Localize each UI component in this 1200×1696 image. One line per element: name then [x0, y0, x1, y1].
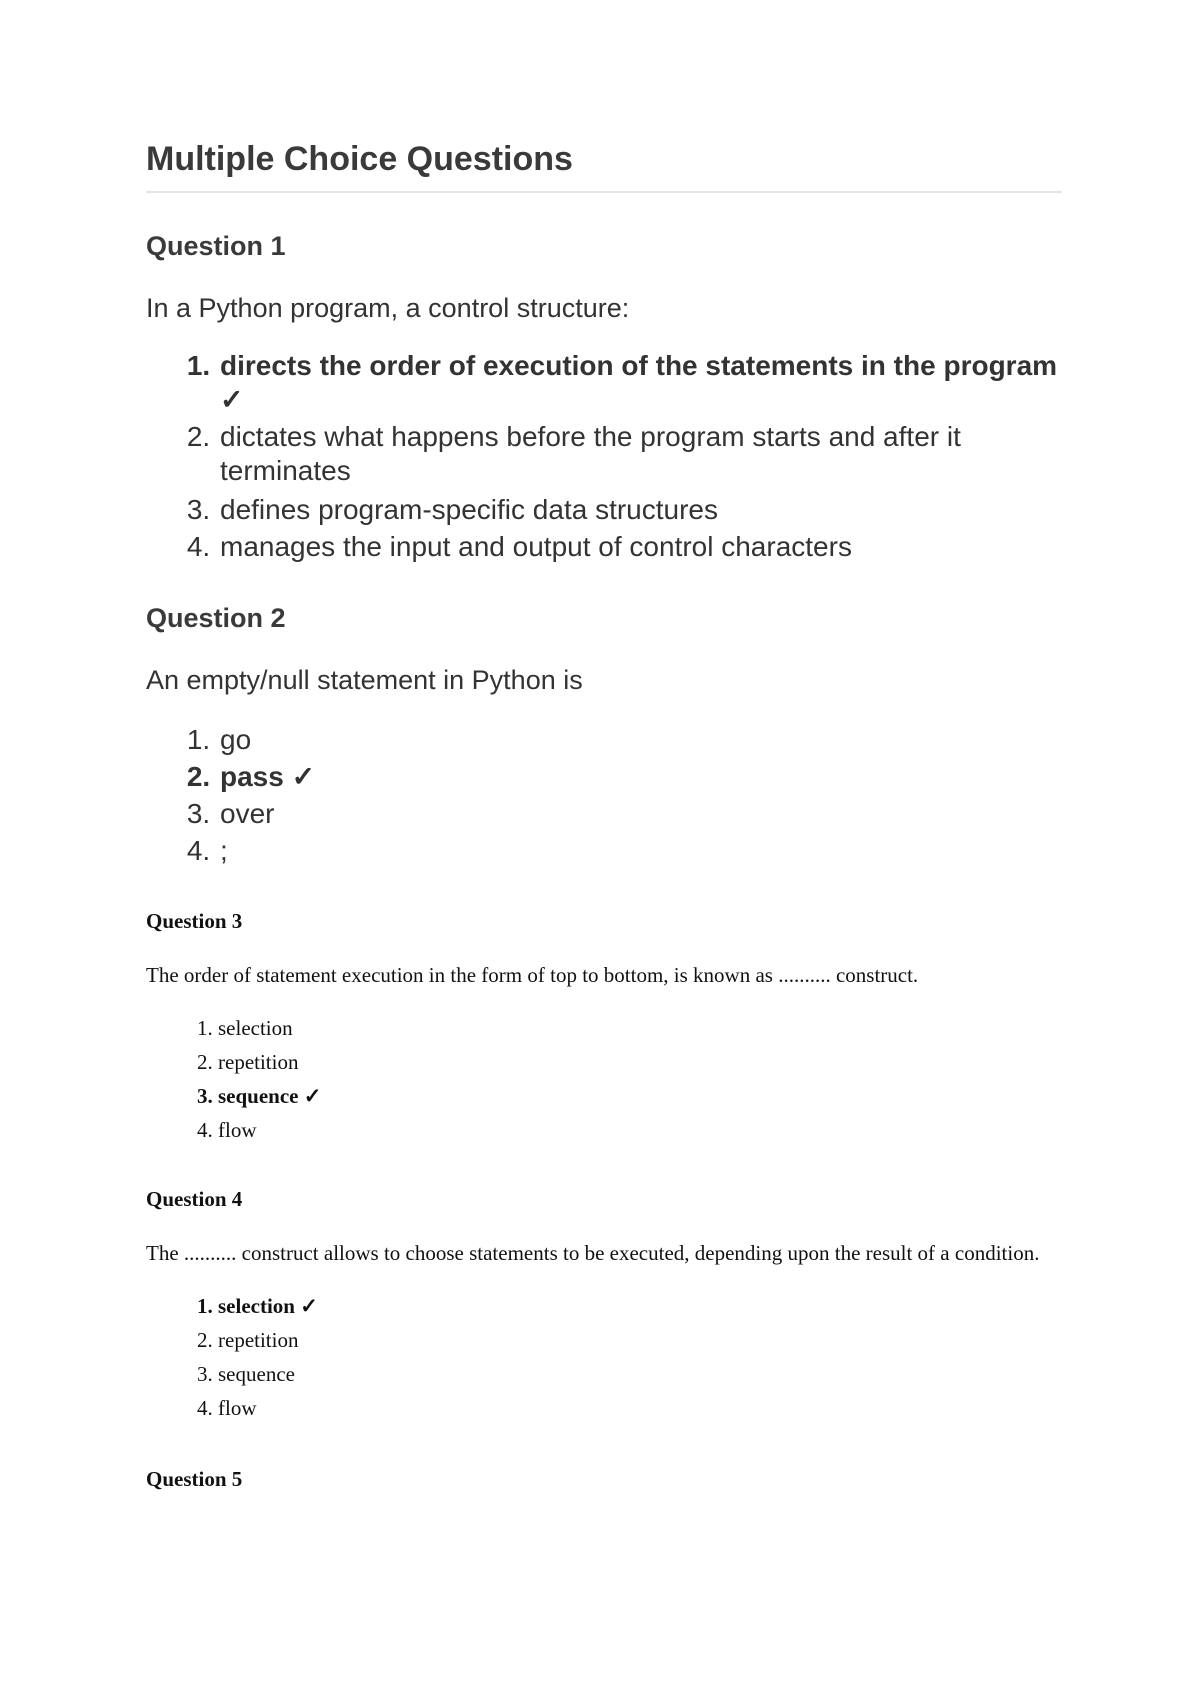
question-text: The order of statement execution in the form of top to bottom, is known as .......... construct. — [146, 963, 919, 987]
answer-options — [146, 1289, 1062, 1425]
answer-option-correct — [218, 1289, 1062, 1323]
answer-option: 4. manages the input and output of control characters — [218, 528, 1062, 565]
answer-option: 2. repetition — [218, 1045, 1062, 1079]
check-mark-icon: ✓ — [303, 1084, 322, 1108]
answer-option: 3. over — [218, 795, 1062, 832]
question-heading: Question 4 — [146, 1187, 243, 1211]
question-text: In a Python program, a control structure: — [146, 293, 630, 323]
page-title: Multiple Choice Questions — [146, 140, 1062, 193]
answer-option-correct — [218, 758, 1062, 795]
answer-options — [146, 721, 1062, 869]
question-2 — [146, 603, 1062, 869]
answer-options — [146, 1011, 1062, 1147]
question-4 — [146, 1187, 1062, 1425]
option-label: pass — [220, 761, 284, 792]
answer-options — [146, 349, 1062, 565]
answer-option: 3. defines program-specific data structures — [218, 491, 1062, 528]
question-heading: Question 3 — [146, 909, 243, 933]
option-label: selection — [218, 1294, 295, 1318]
answer-option: 1. go — [218, 721, 1062, 758]
question-3 — [146, 909, 1062, 1147]
question-5 — [146, 1467, 1062, 1492]
answer-option: 4. flow — [218, 1113, 1062, 1147]
answer-option: 1. selection — [218, 1011, 1062, 1045]
question-heading: Question 5 — [146, 1467, 243, 1491]
check-mark-icon: ✓ — [220, 384, 244, 415]
answer-option-correct — [218, 349, 1062, 417]
question-text: An empty/null statement in Python is — [146, 665, 583, 695]
question-heading: Question 2 — [146, 603, 286, 633]
answer-option: 4. ; — [218, 832, 1062, 869]
question-text: The .......... construct allows to choose statements to be executed, depending upon the result of a condition. — [146, 1241, 1040, 1265]
answer-option-correct — [218, 1079, 1062, 1113]
answer-option: 2. repetition — [218, 1323, 1062, 1357]
question-heading: Question 1 — [146, 231, 286, 261]
check-mark-icon: ✓ — [291, 761, 316, 792]
question-1 — [146, 231, 1062, 565]
option-label: sequence — [218, 1084, 299, 1108]
answer-option: 4. flow — [218, 1391, 1062, 1425]
answer-option: 3. sequence — [218, 1357, 1062, 1391]
document-page — [146, 140, 1062, 1492]
check-mark-icon: ✓ — [300, 1294, 318, 1318]
option-label: directs the order of execution of the statements in the program — [220, 350, 1058, 381]
answer-option: 2. dictates what happens before the program starts and after it terminates — [218, 420, 1062, 488]
